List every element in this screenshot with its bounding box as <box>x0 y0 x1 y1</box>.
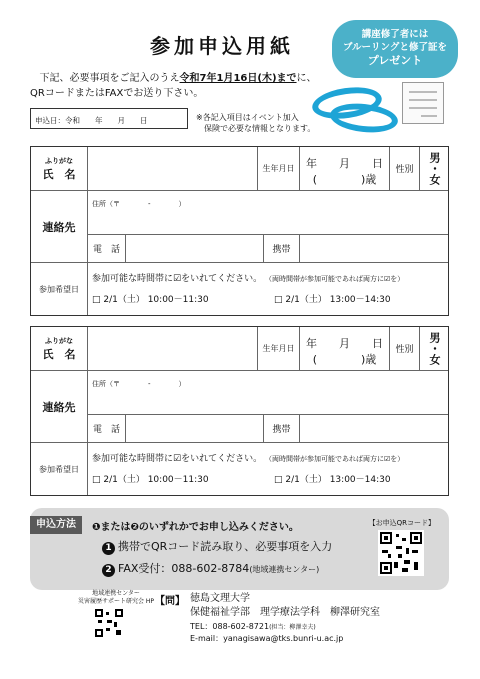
deadline: 令和7年1月16日(木)まで <box>179 73 297 84</box>
gender-label: 性別 <box>390 147 420 191</box>
mobile-input[interactable] <box>300 415 448 443</box>
application-method-panel <box>30 508 449 590</box>
insurance-note: ※各記入項目はイベント加入 保険で必要な情報となります。 <box>196 113 316 133</box>
time-option-morning[interactable]: □ 2/1（土） 10:00－11:30 <box>92 295 209 305</box>
promo-line2: ブルーリングと修了証を <box>342 42 448 53</box>
mobile-input[interactable] <box>300 235 448 263</box>
intro-text: 下記、必要事項をご記入のうえ令和7年1月16日(木)までに、 QRコードまたはFAXでお送り下さい。 <box>30 73 317 99</box>
contact-label: 連絡先 <box>31 191 88 263</box>
time-option-morning[interactable]: □ 2/1（土） 10:00－11:30 <box>92 475 209 485</box>
email-link[interactable]: E-mail：yanagisawa@tks.bunri-u.ac.jp <box>190 634 344 643</box>
apply-option-qr: 1 携帯でQRコード読み取り、必要事項を入力 <box>102 538 332 555</box>
mobile-label: 携帯 <box>264 415 300 443</box>
inquiry-label: 【問】 <box>155 596 185 607</box>
mobile-label: 携帯 <box>264 235 300 263</box>
apply-option-fax: 2 FAX受付：088-602-8784(地域連携センター) <box>102 560 319 577</box>
qr-code-hp[interactable] <box>94 608 124 638</box>
address-input[interactable]: 住所（〒 - ） <box>88 191 448 235</box>
dob-input[interactable]: 年 月 日 ( )歳 <box>300 147 390 191</box>
apply-instruction: ❶または❷のいずれかでお申し込みください。 <box>92 522 299 533</box>
certificate-image <box>402 82 444 124</box>
phone-input[interactable] <box>126 415 264 443</box>
registration-form-2 <box>30 326 449 496</box>
date-preference-label: 参加希望日 <box>31 263 88 315</box>
inquiry-org: 徳島文理大学 保健福祉学部 理学療法学科 柳澤研究室 <box>190 593 380 618</box>
name-input[interactable] <box>88 147 258 191</box>
date-preference-area: 参加可能な時間帯に☑をいれてください。 （両時間帯が参加可能であれば両方に☑を） □ 2/1（土） 10:00－11:30 □ 2/1（土） 13:00－14:30 <box>92 274 405 305</box>
gender-label: 性別 <box>390 327 420 371</box>
promo-line3: プレゼント <box>367 54 423 67</box>
phone-label: 電 話 <box>88 235 126 263</box>
application-date-field[interactable]: 申込日：令和 年 月 日 <box>30 108 188 129</box>
wristband-image-2 <box>329 101 400 136</box>
time-option-afternoon[interactable]: □ 2/1（土） 13:00－14:30 <box>274 475 391 485</box>
qr-code-application[interactable] <box>378 530 424 576</box>
gender-choice[interactable]: 男・女 <box>420 147 448 191</box>
promo-line1: 講座修了者には <box>361 29 429 40</box>
phone-label: 電 話 <box>88 415 126 443</box>
time-option-afternoon[interactable]: □ 2/1（土） 13:00－14:30 <box>274 295 391 305</box>
contact-label: 連絡先 <box>31 371 88 443</box>
dob-label: 生年月日 <box>258 147 300 191</box>
name-label: ふりがな 氏 名 <box>31 147 88 191</box>
qr-code-label: 【お申込QRコード】 <box>368 519 435 527</box>
date-preference-area: 参加可能な時間帯に☑をいれてください。 （両時間帯が参加可能であれば両方に☑を） □ 2/1（土） 10:00－11:30 □ 2/1（土） 13:00－14:30 <box>92 454 405 485</box>
phone-input[interactable] <box>126 235 264 263</box>
dob-label: 生年月日 <box>258 327 300 371</box>
inquiry-contact: TEL：088-602-8721(担当：柳澤幸夫) E-mail：yanagisawa@tks.bunri-u.ac.jp <box>190 622 344 643</box>
dob-input[interactable]: 年 月 日 ( )歳 <box>300 327 390 371</box>
registration-form-1 <box>30 146 449 316</box>
date-preference-label: 参加希望日 <box>31 443 88 495</box>
promo-bubble <box>332 20 458 78</box>
footer-qr-caption: 地域連携センター 災害履歴サポート研究会 HP <box>78 590 155 605</box>
name-input[interactable] <box>88 327 258 371</box>
apply-method-tag: 申込方法 <box>30 516 82 534</box>
name-label: ふりがな 氏 名 <box>31 327 88 371</box>
address-input[interactable]: 住所（〒 - ） <box>88 371 448 415</box>
gender-choice[interactable]: 男・女 <box>420 327 448 371</box>
page-title: 参加申込用紙 <box>150 34 294 58</box>
